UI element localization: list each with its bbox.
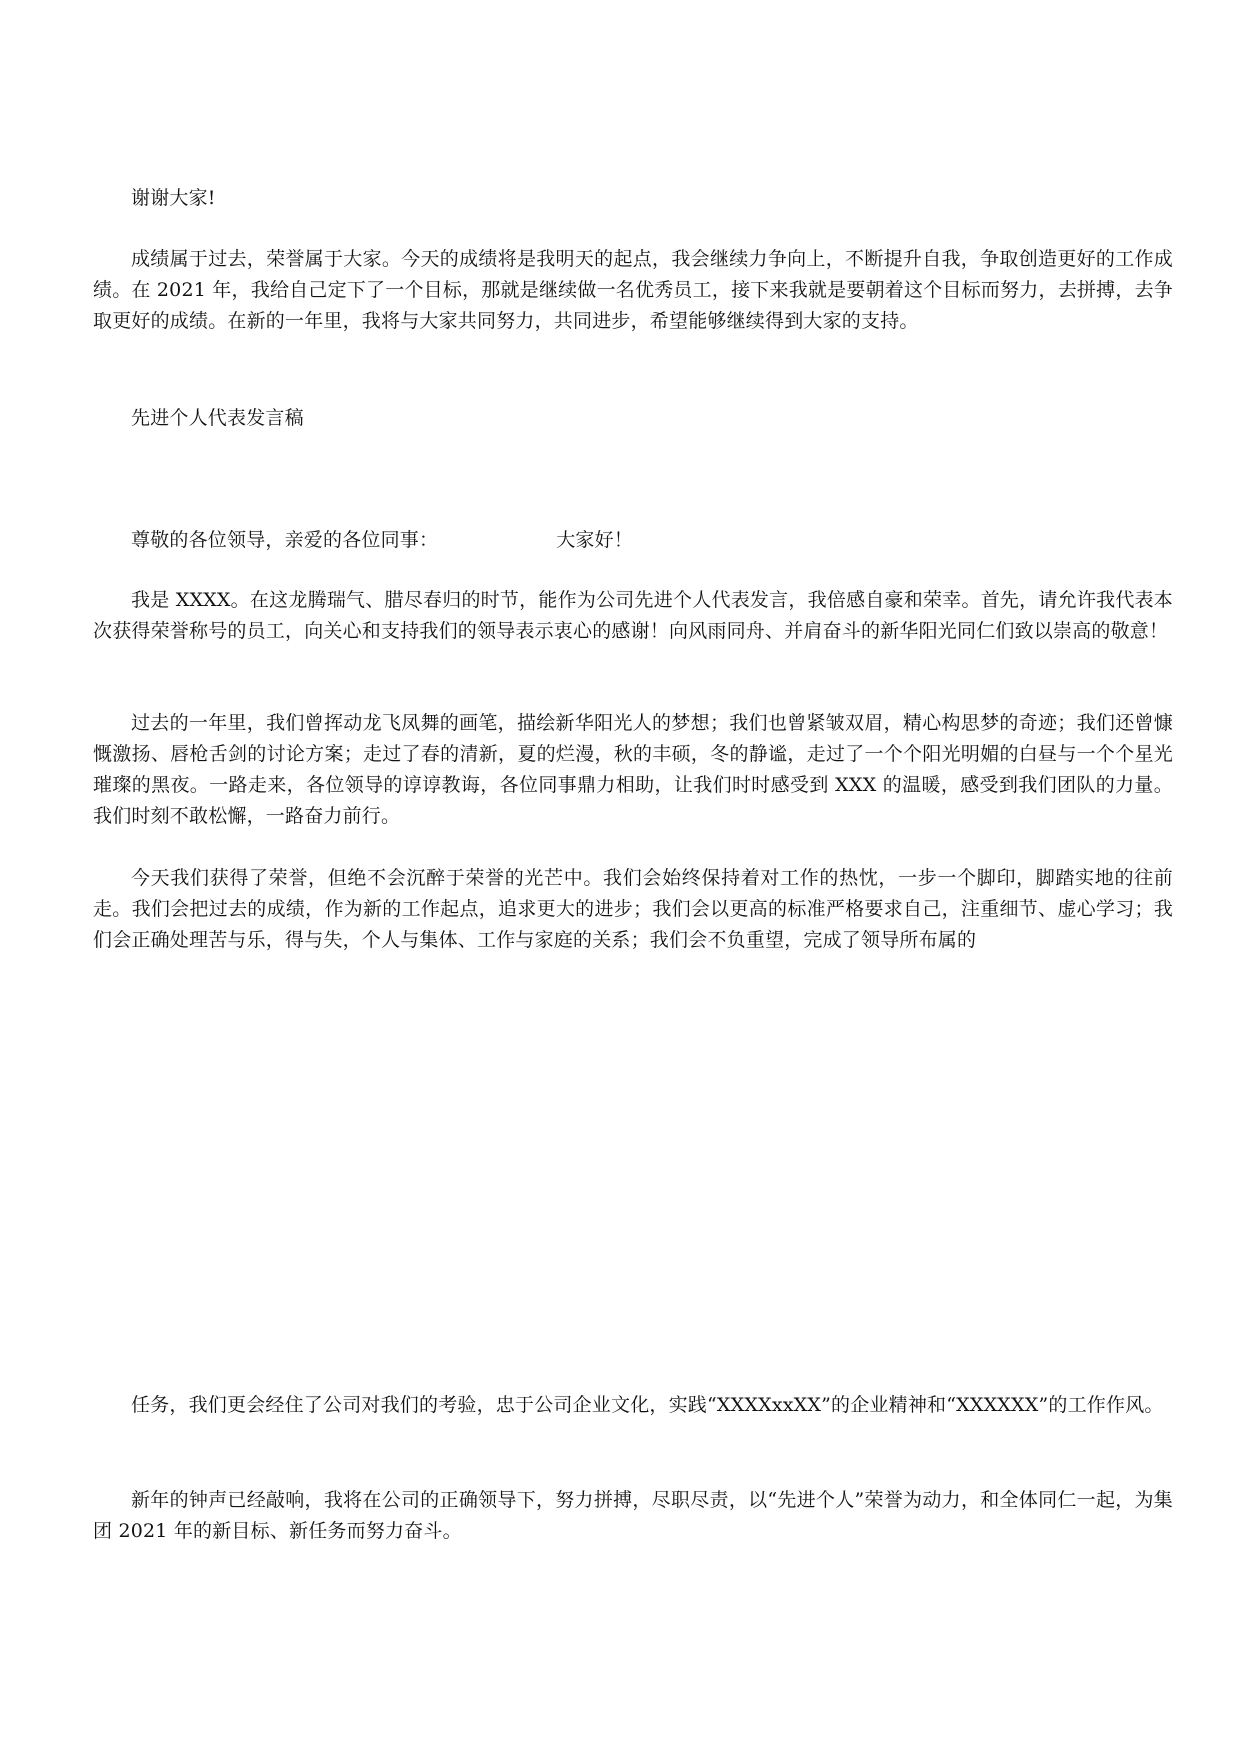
task-paragraph: 任务，我们更会经住了公司对我们的考验，忠于公司企业文化，实践“XXXXxxXX”的企业精神和“XXXXXX”的工作作风。 [131, 1394, 1164, 1416]
new-year-paragraph: 新年的钟声已经敲响，我将在公司的正确领导下，努力拼搏，尽职尽责，以“先进个人”荣誉为动力，和全体同仁一起，为集团 2021 年的新目标、新任务而努力奋斗。 [93, 1489, 1173, 1542]
speech-title: 先进个人代表发言稿 [131, 407, 304, 429]
honor-paragraph: 今天我们获得了荣誉，但绝不会沉醉于荣誉的光芒中。我们会始终保持着对工作的热忱，一步一个脚印，脚踏实地的往前走。我们会把过去的成绩，作为新的工作起点，追求更大的进步；我们会以更高的标准严格要求自己，注重细节、虚心学习；我们会正确处理苦与乐，得与失，个人与集体、工作与家庭的关系；我们会不负重望，完成了领导所布属的 [93, 867, 1173, 951]
achievement-paragraph: 成绩属于过去，荣誉属于大家。今天的成绩将是我明天的起点，我会继续力争向上，不断提升自我，争取创造更好的工作成绩。在 2021 年，我给自己定下了一个目标，那就是继续做一名优秀员工，接下来我就是要朝着这个目标而努力，去拼搏，去争取更好的成绩。在新的一年里，我将与大家共同努力，共同进步，希望能够继续得到大家的支持。 [93, 248, 1173, 332]
closing-thanks-paragraph: 谢谢大家! [131, 187, 216, 209]
introduction-paragraph: 我是 XXXX。在这龙腾瑞气、腊尽春归的时节，能作为公司先进个人代表发言，我倍感自豪和荣幸。首先，请允许我代表本次获得荣誉称号的员工，向关心和支持我们的领导表示衷心的感谢！向风雨同舟、并肩奋斗的新华阳光同仁们致以崇高的敬意！ [93, 589, 1173, 642]
greeting-paragraph [93, 525, 1173, 556]
greeting-hello: 大家好！ [556, 529, 634, 551]
greeting-salutation: 尊敬的各位领导，亲爱的各位同事： [131, 529, 439, 551]
past-year-paragraph: 过去的一年里，我们曾挥动龙飞凤舞的画笔，描绘新华阳光人的梦想；我们也曾紧皱双眉，精心构思梦的奇迹；我们还曾慷慨激扬、唇枪舌剑的讨论方案；走过了春的清新，夏的烂漫，秋的丰硕，冬的静谧，走过了一个个阳光明媚的白昼与一个个星光璀璨的黑夜。一路走来，各位领导的谆谆教诲，各位同事鼎力相助，让我们时时感受到 XXX 的温暖，感受到我们团队的力量。我们时刻不敢松懈，一路奋力前行。 [93, 712, 1173, 827]
